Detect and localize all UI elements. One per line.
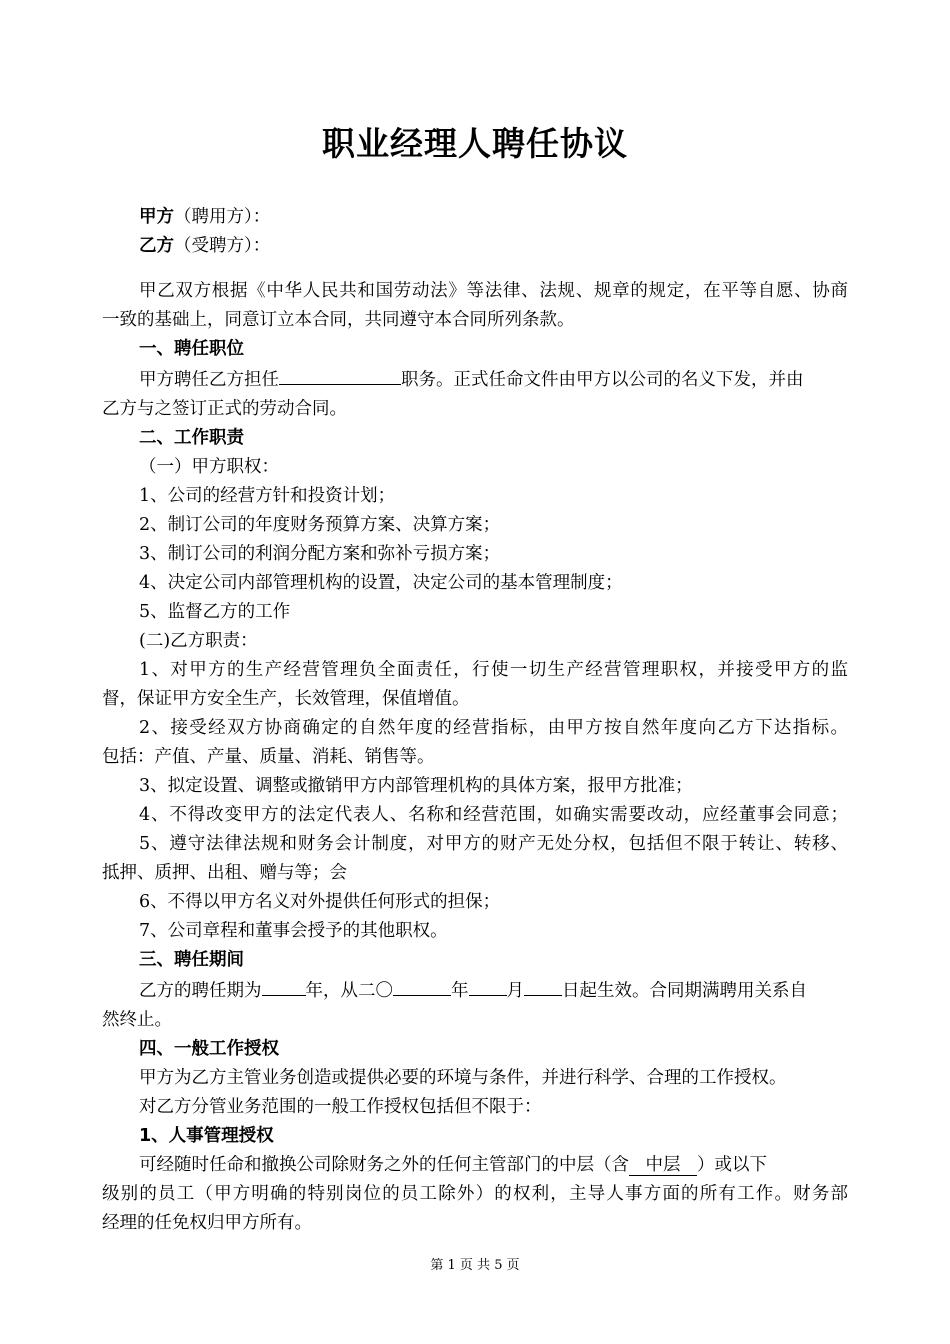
section-1-para-line-2: 乙方与之签订正式的劳动合同。: [102, 399, 347, 419]
list-item: 3、拟定设置、调整或撤销甲方内部管理机构的具体方案，报甲方批准；: [139, 776, 693, 796]
document-body: [102, 203, 848, 1238]
section-1-heading: 一、聘任职位: [139, 339, 244, 359]
list-item: 2、接受经双方协商确定的自然年度的经营指标，由甲方按自然年度向乙方下达指标。: [139, 718, 848, 738]
intro-line-2: 一致的基础上，同意订立本合同，共同遵守本合同所列条款。: [102, 310, 575, 330]
list-item: 2、制订公司的年度财务预算方案、决算方案；: [139, 515, 501, 535]
party-a-label: 甲方: [139, 207, 174, 227]
list-item: 6、不得以甲方名义对外提供任何形式的担保；: [139, 892, 501, 912]
list-item: 7、公司章程和董事会授予的其他职权。: [139, 921, 448, 941]
list-item-cont: 包括：产值、产量、质量、消耗、销售等。: [102, 747, 435, 767]
party-b-line: [102, 232, 848, 261]
section-3-para-line-2: 然终止。: [102, 1010, 172, 1030]
start-month-blank[interactable]: [469, 975, 507, 996]
section-4-sub-1-line-1: 可经随时任命和撤换公司除财务之外的任何主管部门的中层（含 中层 ）或以下: [139, 1155, 767, 1175]
list-item: 1、公司的经营方针和投资计划；: [139, 486, 396, 506]
section-2-sub-a: （一）甲方职权：: [139, 457, 279, 477]
level-fill: 中层: [629, 1155, 697, 1176]
list-item: 4、决定公司内部管理机构的设置，决定公司的基本管理制度；: [139, 573, 623, 593]
document-title: 职业经理人聘任协议: [322, 124, 628, 163]
list-item-cont: 督，保证甲方安全生产，长效管理，保值增值。: [102, 689, 470, 709]
section-2-sub-b: (二)乙方职责：: [139, 631, 258, 651]
list-item: 5、遵守法律法规和财务会计制度，对甲方的财产无处分权，包括但不限于转让、转移、: [139, 834, 848, 854]
party-a-role: （聘用方）：: [174, 207, 271, 227]
position-blank[interactable]: [279, 364, 401, 385]
section-4-sub-1-line-2: 级别的员工（甲方明确的特别岗位的员工除外）的权利，主导人事方面的所有工作。财务部: [102, 1184, 848, 1204]
list-item: 5、监督乙方的工作: [139, 602, 291, 622]
party-b-role: （受聘方）：: [174, 236, 271, 256]
start-year-blank[interactable]: [393, 975, 451, 996]
section-4-para-2: 对乙方分管业务范围的一般工作授权包括但不限于：: [139, 1097, 542, 1117]
section-4-sub-1-line-3: 经理的任免权归甲方所有。: [102, 1213, 312, 1233]
intro-line-1: 甲乙双方根据《中华人民共和国劳动法》等法律、法规、规章的规定，在平等自愿、协商: [139, 281, 848, 301]
start-day-blank[interactable]: [524, 975, 562, 996]
section-3-heading: 三、聘任期间: [139, 950, 244, 970]
section-4-para-1: 甲方为乙方主管业务创造或提供必要的环境与条件，并进行科学、合理的工作授权。: [139, 1068, 787, 1088]
list-item: 4、不得改变甲方的法定代表人、名称和经营范围，如确实需要改动，应经董事会同意；: [139, 805, 848, 825]
term-years-blank[interactable]: [262, 975, 306, 996]
party-b-label: 乙方: [139, 236, 174, 256]
page-footer: 第 1 页 共 5 页: [430, 1258, 520, 1273]
section-2-heading: 二、工作职责: [139, 428, 244, 448]
party-a-line: [102, 203, 848, 232]
list-item: 3、制订公司的利润分配方案和弥补亏损方案；: [139, 544, 501, 564]
list-item-cont: 抵押、质押、出租、赠与等；会: [102, 863, 347, 883]
section-4-heading: 四、一般工作授权: [139, 1039, 279, 1059]
section-3-para-line-1: 乙方的聘任期为 年，从二〇 年 月 日起生效。合同期满聘用关系自: [102, 975, 848, 1006]
section-4-sub-1: 1、人事管理授权: [139, 1126, 274, 1146]
list-item: 1、对甲方的生产经营管理负全面责任，行使一切生产经营管理职权，并接受甲方的监: [139, 660, 848, 680]
section-1-para-line-1: 甲方聘任乙方担任 职务。正式任命文件由甲方以公司的名义下发，并由: [102, 364, 848, 395]
